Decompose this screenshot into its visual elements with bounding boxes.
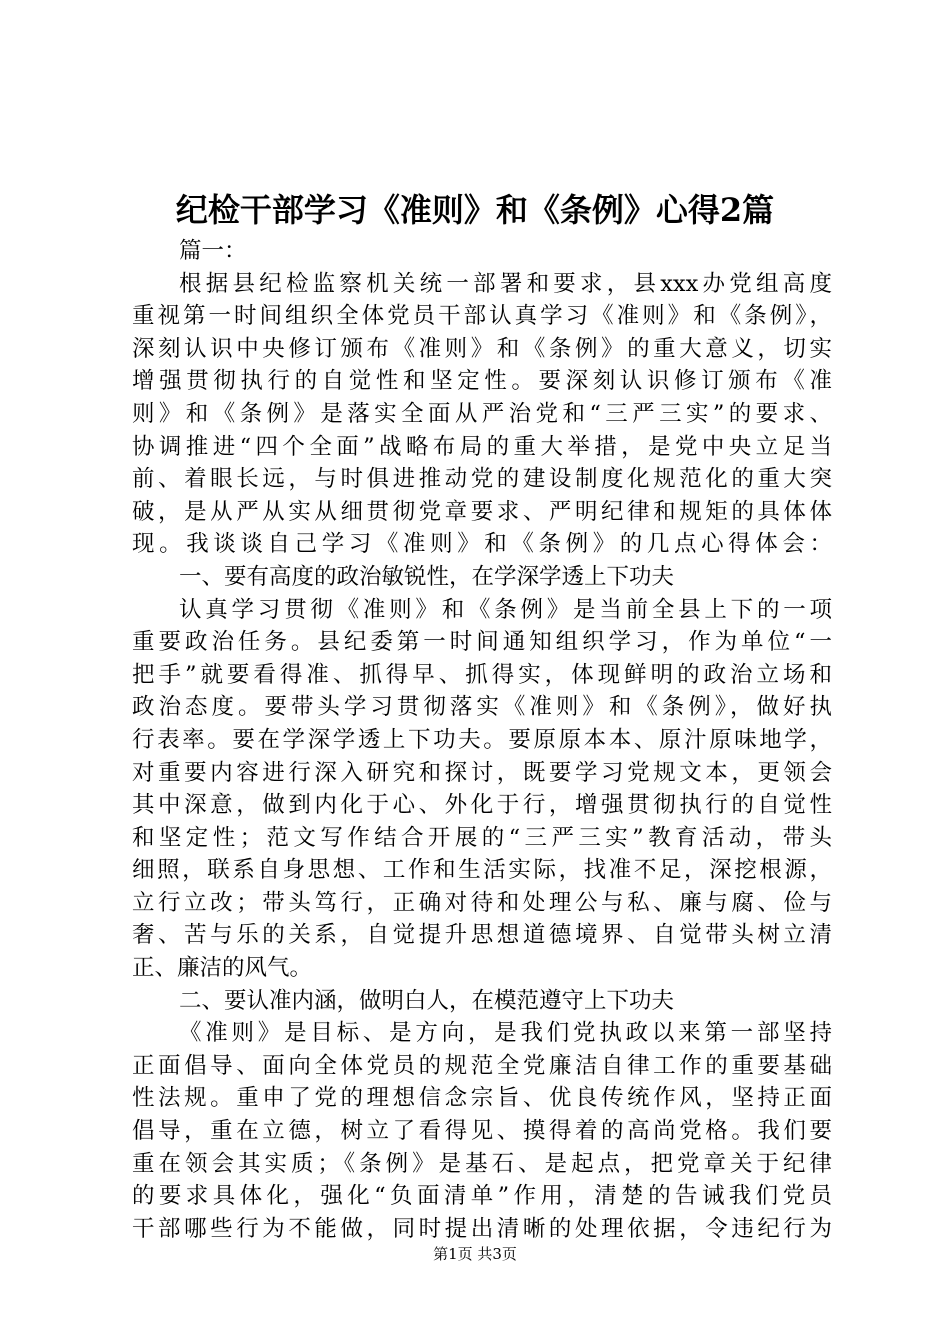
body-line: 正面倡导、面向全体党员的规范全党廉洁自律工作的重要基础 — [132, 1052, 832, 1079]
body-line: 深刻认识中央修订颁布《准则》和《条例》的重大意义，切实 — [132, 335, 832, 362]
body-line: 重要政治任务。县纪委第一时间通知组织学习，作为单位“一 — [132, 629, 832, 656]
body-line: 对重要内容进行深入研究和探讨，既要学习党规文本，更领会 — [132, 759, 832, 786]
body-line: 前、着眼长远，与时俱进推动党的建设制度化规范化的重大突 — [132, 466, 832, 493]
document-title: 纪检干部学习《准则》和《条例》心得2篇 — [175, 191, 775, 229]
body-line: 立行立改；带头笃行，正确对待和处理公与私、廉与腐、俭与 — [132, 889, 832, 916]
body-line: 一、要有高度的政治敏锐性，在学深学透上下功夫 — [179, 563, 675, 590]
document-body — [132, 235, 832, 1245]
body-line: 和坚定性；范文写作结合开展的“三严三实”教育活动，带头 — [132, 824, 832, 851]
body-line: 倡导，重在立德，树立了看得见、摸得着的高尚党格。我们要 — [132, 1118, 832, 1145]
body-line: 奢、苦与乐的关系，自觉提升思想道德境界、自觉带头树立清 — [132, 922, 832, 949]
body-line: 篇一： — [179, 238, 247, 264]
body-line: 正、廉洁的风气。 — [132, 955, 313, 982]
body-line: 重视第一时间组织全体党员干部认真学习《准则》和《条例》， — [132, 303, 832, 330]
body-line: 的要求具体化，强化“负面清单”作用，清楚的告诫我们党员 — [132, 1183, 832, 1210]
body-line: 协调推进“四个全面”战略布局的重大举措，是党中央立足当 — [132, 433, 832, 460]
body-line: 增强贯彻执行的自觉性和坚定性。要深刻认识修订颁布《准 — [132, 368, 832, 395]
body-line: 认真学习贯彻《准则》和《条例》是当前全县上下的一项 — [179, 596, 832, 623]
body-line: 《准则》是目标、是方向，是我们党执政以来第一部坚持 — [179, 1020, 832, 1047]
body-line: 政治态度。要带头学习贯彻落实《准则》和《条例》，做好执 — [132, 694, 832, 721]
body-line: 重在领会其实质；《条例》是基石、是起点，把党章关于纪律 — [132, 1150, 832, 1177]
body-line: 破，是从严从实从细贯彻党章要求、严明纪律和规矩的具体体 — [132, 498, 832, 525]
body-line: 干部哪些行为不能做，同时提出清晰的处理依据，令违纪行为 — [132, 1215, 832, 1242]
body-line: 二、要认准内涵，做明白人，在模范遵守上下功夫 — [179, 987, 675, 1014]
body-line: 性法规。重申了党的理想信念宗旨、优良传统作风，坚持正面 — [132, 1085, 832, 1112]
body-line: 细照，联系自身思想、工作和生活实际，找准不足，深挖根源， — [132, 857, 832, 884]
body-line: 根据县纪检监察机关统一部署和要求，县xxx办党组高度 — [179, 270, 832, 297]
body-line: 则》和《条例》是落实全面从严治党和“三严三实”的要求、 — [132, 400, 832, 427]
body-line: 现。我谈谈自己学习《准则》和《条例》的几点心得体会： — [132, 531, 832, 558]
page-footer: 第1页 共3页 — [433, 1245, 517, 1263]
body-line: 行表率。要在学深学透上下功夫。要原原本本、原汁原味地学， — [132, 726, 832, 753]
body-line: 把手”就要看得准、抓得早、抓得实，体现鲜明的政治立场和 — [132, 661, 832, 688]
body-line: 其中深意，做到内化于心、外化于行，增强贯彻执行的自觉性 — [132, 792, 832, 819]
